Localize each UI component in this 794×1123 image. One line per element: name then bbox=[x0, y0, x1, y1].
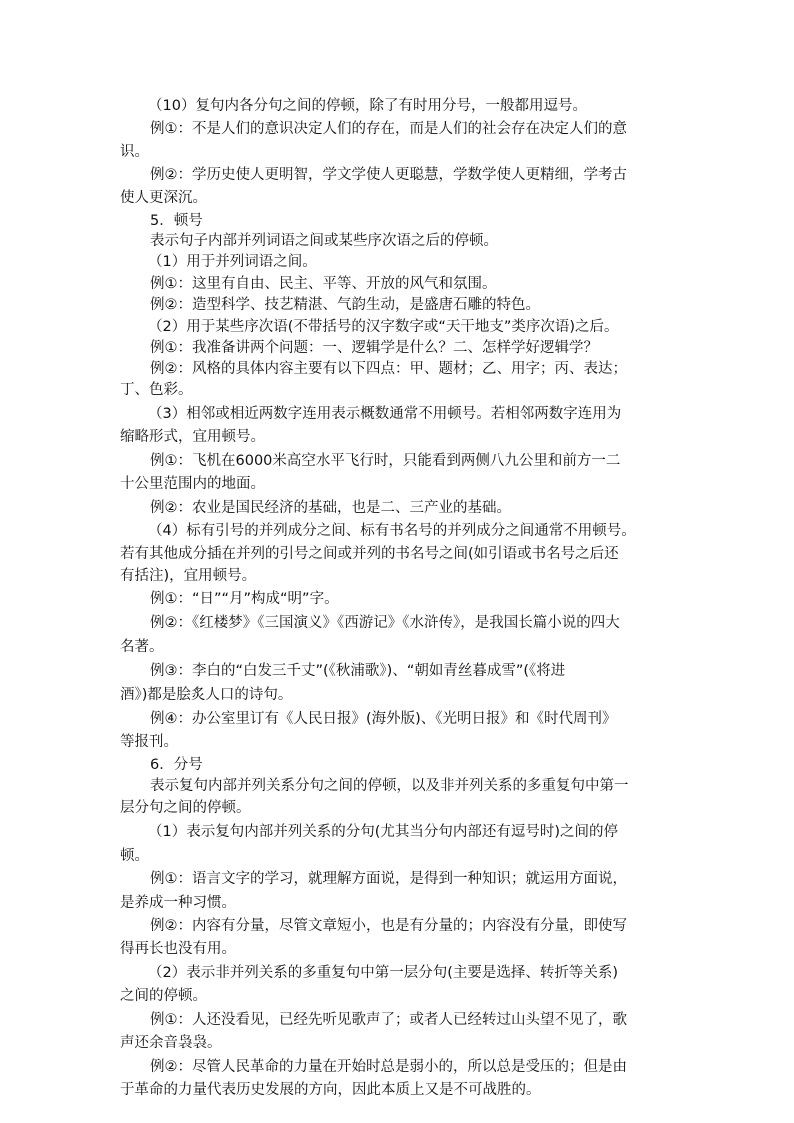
text-line: 例②：内容有分量，尽管文章短小，也是有分量的；内容没有分量，即使写 bbox=[150, 918, 627, 934]
text-line: 例②：《红楼梦》《三国演义》《西游记》《水浒传》，是我国长篇小说的四大 bbox=[150, 615, 620, 631]
text-line: 例②：农业是国民经济的基础，也是二、三产业的基础。 bbox=[150, 500, 511, 516]
text-line: （2）表示非并列关系的多重复句中第一层分句(主要是选择、转折等关系) bbox=[148, 965, 619, 981]
text-line: 例①：这里有自由、民主、平等、开放的风气和氛围。 bbox=[150, 276, 497, 292]
text-line: 等报刊。 bbox=[120, 734, 178, 750]
text-line: 例①：“日”“月”构成“明”字。 bbox=[150, 591, 339, 607]
text-line: 丁、色彩。 bbox=[120, 382, 193, 398]
text-line: （1）表示复句内部并列关系的分句(尤其当分句内部还有逗号时)之间的停 bbox=[148, 824, 619, 840]
text-line: 例①：人还没看见，已经先听见歌声了；或者人已经转过山头望不见了，歌 bbox=[150, 1012, 627, 1028]
text-line: （3）相邻或相近两数字连用表示概数通常不用顿号。若相邻两数字连用为 bbox=[148, 406, 622, 422]
text-line: （4）标有引号的并列成分之间、标有书名号的并列成分之间通常不用顿号。 bbox=[148, 523, 636, 539]
text-line: （1）用于并列词语之间。 bbox=[148, 254, 317, 270]
text-line: 使人更深沉。 bbox=[120, 190, 207, 206]
text-line: 有括注)，宜用顿号。 bbox=[120, 568, 257, 584]
text-line: 例①：飞机在6000米高空水平飞行时，只能看到两侧八九公里和前方一二 bbox=[150, 453, 621, 469]
text-line: 是养成一种习惯。 bbox=[120, 895, 236, 911]
text-line: 层分句之间的停顿。 bbox=[120, 800, 251, 816]
section-heading: 6．分号 bbox=[150, 757, 203, 773]
text-line: 之间的停顿。 bbox=[120, 988, 207, 1004]
text-line: 顿。 bbox=[120, 848, 149, 864]
text-line: 例②：学历史使人更明智，学文学使人更聪慧，学数学使人更精细，学考古 bbox=[150, 167, 627, 183]
text-line: 得再长也没有用。 bbox=[120, 941, 236, 957]
text-line: 例②：造型科学、技艺精湛、气韵生动，是盛唐石雕的特色。 bbox=[150, 297, 540, 313]
text-line: 十公里范围内的地面。 bbox=[120, 476, 265, 492]
text-line: 例①：语言文字的学习，就理解方面说，是得到一种知识；就运用方面说， bbox=[150, 871, 627, 887]
text-line: 例①：不是人们的意识决定人们的存在，而是人们的社会存在决定人们的意 bbox=[150, 121, 627, 137]
text-line: 例④：办公室里订有《人民日报》(海外版)、《光明日报》和《时代周刊》 bbox=[150, 711, 617, 727]
text-line: 缩略形式，宜用顿号。 bbox=[120, 429, 265, 445]
text-line: （10）复句内各分句之间的停顿，除了有时用分号，一般都用逗号。 bbox=[148, 98, 587, 114]
text-line: 例②：风格的具体内容主要有以下四点：甲、题材；乙、用字；丙、表达； bbox=[150, 361, 627, 377]
text-line: 表示句子内部并列词语之间或某些序次语之后的停顿。 bbox=[150, 233, 498, 249]
text-line: 例②：尽管人民革命的力量在开始时总是弱小的，所以总是受压的；但是由 bbox=[150, 1059, 627, 1075]
text-line: 若有其他成分插在并列的引号之间或并列的书名号之间(如引语或书名号之后还 bbox=[120, 546, 619, 562]
text-line: 例①：我准备讲两个问题：一、逻辑学是什么？二、怎样学好逻辑学？ bbox=[150, 340, 598, 356]
text-line: 声还余音袅袅。 bbox=[120, 1035, 222, 1051]
section-heading: 5．顿号 bbox=[150, 213, 203, 229]
text-line: 于革命的力量代表历史发展的方向，因此本质上又是不可战胜的。 bbox=[120, 1082, 541, 1098]
text-line: 例③：李白的“白发三千丈”(《秋浦歌》)、“朝如青丝暮成雪”(《将进 bbox=[150, 663, 566, 679]
text-line: 名著。 bbox=[120, 639, 164, 655]
text-line: 识。 bbox=[120, 144, 149, 160]
text-line: 酒》)都是脍炙人口的诗句。 bbox=[120, 687, 293, 703]
text-line: 表示复句内部并列关系分句之间的停顿，以及非并列关系的多重复句中第一 bbox=[150, 778, 629, 794]
text-line: （2）用于某些序次语(不带括号的汉字数字或“天干地支”类序次语)之后。 bbox=[148, 319, 619, 335]
